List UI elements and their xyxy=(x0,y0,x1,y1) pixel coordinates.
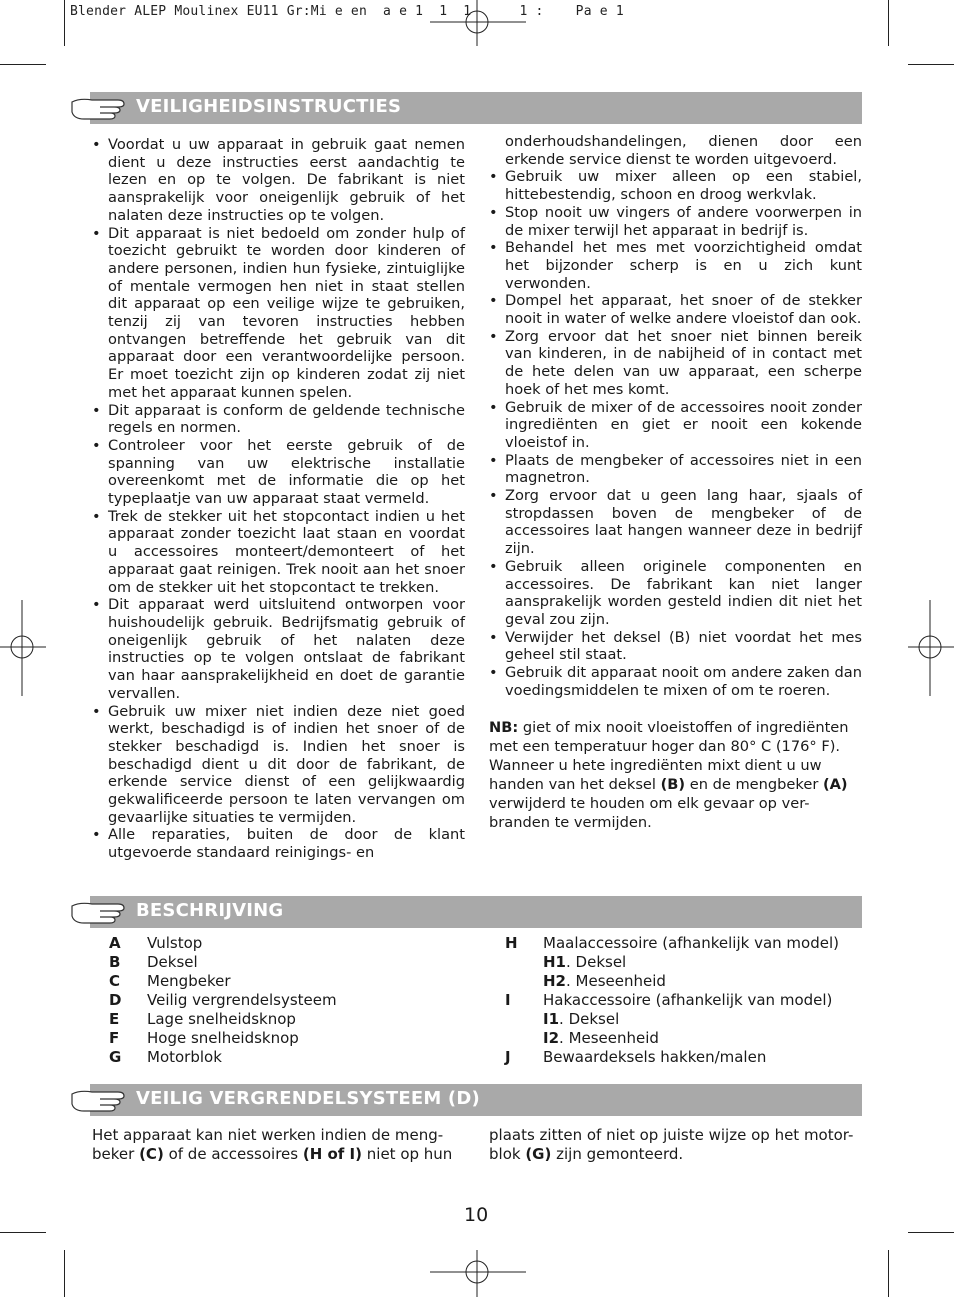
part-label: . Deksel xyxy=(566,953,627,971)
lock-text: plaats zitten of niet op juiste wijze op het motor-blok xyxy=(489,1126,854,1163)
crop-mark xyxy=(0,1232,46,1233)
description-right-list xyxy=(505,934,865,1067)
section-title: VEILIG VERGRENDELSYSTEEM (D) xyxy=(136,1088,480,1109)
safety-instruction-item: • Gebruik dit apparaat nooit om andere zaken dan voedingsmiddelen te mixen of om te roeren. xyxy=(489,664,862,699)
nb-text: verwijderd te houden om elk gevaar op ver-branden te vermijden. xyxy=(489,794,810,831)
nb-note xyxy=(489,718,862,832)
part-letter: H xyxy=(505,934,518,952)
part-label: Mengbeker xyxy=(147,972,231,990)
part-letter: C xyxy=(109,972,121,990)
part-label: . Meseenheid xyxy=(566,972,666,990)
part-list-item xyxy=(505,934,865,953)
safety-instruction-item: • Gebruik uw mixer alleen op een stabiel, hittebestendig, schoon en droog werkvlak. xyxy=(489,168,862,203)
part-label: Lage snelheidsknop xyxy=(147,1010,296,1028)
part-letter: J xyxy=(505,1048,511,1066)
crop-mark xyxy=(908,64,954,65)
safety-instruction-item: • Zorg ervoor dat het snoer niet binnen bereik van kinderen, in de nabijheid of in contact met de hete delen van uw apparaat, een scherpe hoek of het mes komt. xyxy=(489,328,862,399)
part-label: . Deksel xyxy=(559,1010,620,1028)
part-label: Deksel xyxy=(147,953,198,971)
page-number: 10 xyxy=(464,1204,489,1226)
part-label: Veilig vergrendelsysteem xyxy=(147,991,337,1009)
part-letter: I xyxy=(505,991,511,1009)
part-label: Maalaccessoire (afhankelijk van model) xyxy=(543,934,839,952)
crop-mark xyxy=(64,1250,65,1297)
safety-instruction-item: • Controleer voor het eerste gebruik of de spanning van uw elektrische installatie overeenkomt met de informatie die op het typeplaatje van uw apparaat staat vermeld. xyxy=(92,437,465,508)
section-header-safety xyxy=(90,92,862,124)
part-sub-item xyxy=(505,972,865,991)
safety-left-column xyxy=(92,136,465,862)
safety-instruction-item: • Alle reparaties, buiten de door de klant utgevoerde standaard reinigings- en xyxy=(92,826,465,861)
section-title: VEILIGHEIDSINSTRUCTIES xyxy=(136,96,402,117)
safety-instruction-item: • Behandel het mes met voorzichtigheid omdat het bijzonder scherp is en u zich kunt verwonden. xyxy=(489,239,862,292)
sub-part-code: I2 xyxy=(543,1029,560,1047)
safety-instruction-item: • Dit apparaat werd uitsluitend ontworpen voor huishoudelijk gebruik. Bedrijfsmatig gebruik of oneigenlijk gebruik of het nalaten deze instructies op te volgen ontslaat de fabrikant van haar aansprakelijkheid en doet de garantie vervallen. xyxy=(92,596,465,702)
part-letter: D xyxy=(109,991,122,1009)
safety-instruction-item: • Gebruik alleen originele componenten en accessoires. De fabrikant kan niet langer aansprakelijk worden gesteld indien dit niet het geval zou zijn. xyxy=(489,558,862,629)
part-letter: A xyxy=(109,934,121,952)
part-label: Vulstop xyxy=(147,934,203,952)
print-header: Blender ALEP Moulinex EU11 Gr:Mi e en a e 1 1 1 1 : Pa e 1 xyxy=(70,4,624,19)
registration-mark-left xyxy=(0,600,46,696)
sub-part-code: H2 xyxy=(543,972,566,990)
pointing-hand-icon xyxy=(70,898,130,926)
part-ref: (G) xyxy=(525,1145,552,1163)
part-list-item xyxy=(109,972,469,991)
sub-part-code: I1 xyxy=(543,1010,560,1028)
pointing-hand-icon xyxy=(70,94,130,122)
registration-mark-bottom xyxy=(430,1250,526,1297)
part-label: Hoge snelheidsknop xyxy=(147,1029,299,1047)
part-ref: (A) xyxy=(822,775,848,793)
part-list-item xyxy=(109,1048,469,1067)
part-list-item xyxy=(109,1010,469,1029)
section-title: BESCHRIJVING xyxy=(136,900,284,921)
section-header-lock xyxy=(90,1084,862,1116)
part-label: Motorblok xyxy=(147,1048,222,1066)
part-sub-item xyxy=(505,1029,865,1048)
part-letter: G xyxy=(109,1048,122,1066)
sub-part-code: H1 xyxy=(543,953,566,971)
safety-instruction-item: • Gebruik de mixer of de accessoires nooit zonder ingrediënten en giet er nooit een kokende vloeistof in. xyxy=(489,399,862,452)
section-header-description xyxy=(90,896,862,928)
nb-label: NB: xyxy=(489,718,519,736)
safety-right-column xyxy=(489,133,862,832)
part-ref: (C) xyxy=(139,1145,164,1163)
part-label: Hakaccessoire (afhankelijk van model) xyxy=(543,991,833,1009)
lock-text-left xyxy=(92,1126,464,1164)
part-sub-item xyxy=(505,1010,865,1029)
part-letter: B xyxy=(109,953,121,971)
crop-mark xyxy=(888,0,889,46)
nb-text: en de mengbeker xyxy=(685,775,823,793)
part-label: . Meseenheid xyxy=(559,1029,659,1047)
nb-text: giet of mix nooit vloeistoffen of ingrediënten met een temperatuur hoger dan 80° C (176° F). Wanneer u hete ingrediënten mixt dient u uw handen van het deksel xyxy=(489,718,849,793)
part-list-item xyxy=(109,934,469,953)
safety-instruction-item: • Voordat u uw apparaat in gebruik gaat nemen dient u deze instructies eerst aandachtig te lezen en op te volgen. De fabrikant is niet aansprakelijk voor oneigenlijk gebruik of het nalaten deze instructies op te volgen. xyxy=(92,136,465,225)
part-list-item xyxy=(109,953,469,972)
lock-text: Het apparaat kan niet werken indien de meng-beker xyxy=(92,1126,444,1163)
crop-mark xyxy=(908,1232,954,1233)
safety-instruction-item: • Plaats de mengbeker of accessoires niet in een magnetron. xyxy=(489,452,862,487)
part-label: Bewaardeksels hakken/malen xyxy=(543,1048,767,1066)
crop-mark xyxy=(64,0,65,46)
part-letter: F xyxy=(109,1029,120,1047)
safety-instruction-item: • Dit apparaat is niet bedoeld om zonder hulp of toezicht gebruikt te worden door kinderen of andere personen, indien hun fysieke, zintuiglijke of mentale vermogen hen niet in staat stellen dit apparaat op een veilige wijze te gebruiken, tenzij zij van tevoren instructies hebben ontvangen betreffende het gebruik van dit apparaat door een verantwoordelijke persoon. Er moet toezicht zijn op kinderen zodat zij niet met het apparaat kunnen spelen. xyxy=(92,225,465,402)
part-list-item xyxy=(505,1048,865,1067)
crop-mark xyxy=(0,64,46,65)
lock-text: of de accessoires xyxy=(163,1145,303,1163)
part-sub-item xyxy=(505,953,865,972)
part-list-item xyxy=(109,1029,469,1048)
pointing-hand-icon xyxy=(70,1086,130,1114)
part-letter: E xyxy=(109,1010,120,1028)
part-list-item xyxy=(505,991,865,1010)
part-ref: (B) xyxy=(660,775,686,793)
lock-text: zijn gemonteerd. xyxy=(551,1145,684,1163)
safety-instruction-item: • Zorg ervoor dat u geen lang haar, sjaals of stropdassen boven de mengbeker of de accessoires laat hangen wanneer deze in bedrijf zijn. xyxy=(489,487,862,558)
continued-text: onderhoudshandelingen, dienen door een erkende service dienst te worden uitgevoerd. xyxy=(505,133,862,168)
registration-mark-right xyxy=(908,600,954,696)
lock-text: niet op hun xyxy=(362,1145,453,1163)
safety-instruction-item: • Verwijder het deksel (B) niet voordat het mes geheel stil staat. xyxy=(489,629,862,664)
safety-instruction-item: • Dit apparaat is conform de geldende technische regels en normen. xyxy=(92,402,465,437)
safety-instruction-item: • Gebruik uw mixer niet indien deze niet goed werkt, beschadigd is of indien het snoer of de stekker beschadigd is. Indien het snoer is beschadigd dient u dit door de fabrikant, de erkende service dienst of een gelijkwaardig gekwalificeerde persoon te laten vervangen om gevaarlijke situaties te vermijden. xyxy=(92,703,465,827)
part-list-item xyxy=(109,991,469,1010)
crop-mark xyxy=(888,1250,889,1297)
lock-text-right xyxy=(489,1126,861,1164)
safety-instruction-item: • Stop nooit uw vingers of andere voorwerpen in de mixer terwijl het apparaat in bedrijf is. xyxy=(489,204,862,239)
safety-instruction-item: • Trek de stekker uit het stopcontact indien u het apparaat zonder toezicht laat staan en voordat u accessoires monteert/demonteert of het apparaat gaat reinigen. Trek nooit aan het snoer om de stekker uit het stopcontact te trekken. xyxy=(92,508,465,597)
part-ref: (H of I) xyxy=(302,1145,362,1163)
safety-instruction-item: • Dompel het apparaat, het snoer of de stekker nooit in water of welke andere vloeistof dan ook. xyxy=(489,292,862,327)
description-left-list xyxy=(109,934,469,1067)
